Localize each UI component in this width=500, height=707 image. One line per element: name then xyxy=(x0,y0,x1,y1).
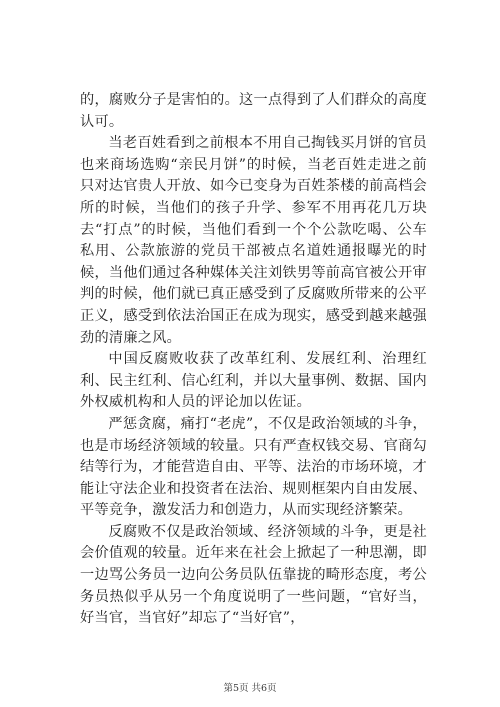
paragraph-1: 的，腐败分子是害怕的。这一点得到了人们群众的高度认可。 xyxy=(80,92,427,130)
paragraph-2: 当老百姓看到之前根本不用自己掏钱买月饼的官员也来商场选购“亲民月饼”的时候，当老百姓走进之前只对达官贵人开放、如今已变身为百姓茶楼的前高档会所的时候，当他们的孩子升学、参军不用再花几万块去“打点”的时候，当他们看到一个个公款吃喝、公车私用、公款旅游的党员干部被点名道姓通报曝光的时候，当他们通过各种媒体关注刘铁男等前高官被公开审判的时候，他们就已真正感受到了反腐败所带来的公平正义，感受到依法治国正在成为现实，感受到越来越强劲的清廉之风。 xyxy=(80,135,427,346)
paragraph-4: 严惩贪腐，痛打“老虎”，不仅是政治领域的斗争，也是市场经济领域的较量。只有严查权钱交易、官商勾结等行为，才能营造自由、平等、法治的市场环境，才能让守法企业和投资者在法治、规则框架内自由发展、平等竞争，激发活力和创造力，从而实现经济繁荣。 xyxy=(80,415,427,519)
paragraph-3: 中国反腐败收获了改革红利、发展红利、治理红利、民主红利、信心红利，并以大量事例、数据、国内外权威机构和人员的评论加以佐证。 xyxy=(80,351,427,411)
document-body xyxy=(80,90,427,630)
page-number-footer: 第5页 共6页 xyxy=(223,683,277,694)
paragraph-5: 反腐败不仅是政治领域、经济领域的斗争，更是社会价值观的较量。近年来在社会上掀起了一种思潮，即一边骂公务员一边向公务员队伍靠拢的畸形态度，考公务员热似乎从另一个角度说明了一些问题，“官好当，好当官，当官好”却忘了“当好官”， xyxy=(80,523,427,627)
